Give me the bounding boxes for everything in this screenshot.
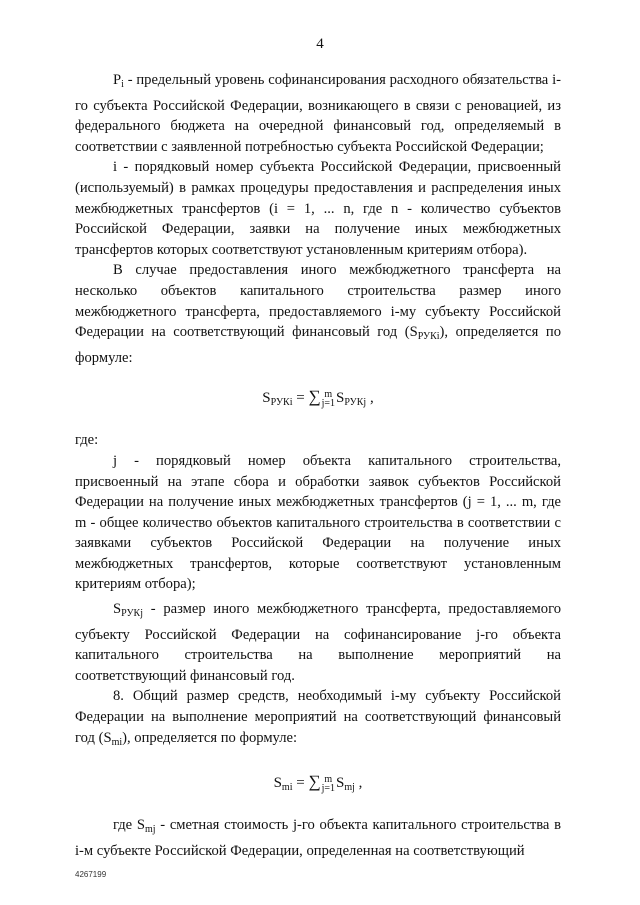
formula-end: , xyxy=(354,775,363,792)
formula-right: S xyxy=(336,390,345,407)
symbol-s-subscript: РУКj xyxy=(121,608,143,620)
symbol-s: S xyxy=(409,324,418,341)
sum-sign: ∑ xyxy=(308,772,321,792)
formula-end: , xyxy=(366,390,374,407)
symbol-p: P xyxy=(113,72,122,88)
paragraph-text: В случае предоставления иного межбюджетного трансферта на несколько объектов капитального строительства размер иного межбюджетного трансферта, предоставляемого i-му субъекту Российской Федерации на соответствующий финансовый год ( xyxy=(75,262,561,341)
paragraph-i-definition: i - порядковый номер субъекта Российской Федерации, присвоенный (используемый) в рамках процедуры предоставления и распределения иных межбюджетных трансфертов (i = 1, ... n, где n - количество субъектов Российской Федерации, заявки на получение иных межбюджетных трансфертов которых соответствуют установленным критериям отбора). xyxy=(75,159,561,258)
formula-right-subscript: РУКj xyxy=(344,397,367,409)
symbol-s-subscript: РУКi xyxy=(417,331,440,343)
symbol-s: S xyxy=(113,601,122,618)
paragraph-multiple-objects xyxy=(75,260,561,368)
paragraph-text: - сметная стоимость j-го объекта капитального строительства в i-м субъекте Российской Федерации, определенная на соответствующий xyxy=(75,817,561,859)
sum-limits xyxy=(322,390,335,408)
where-label: где: xyxy=(75,432,99,449)
formula-s-ruki xyxy=(75,386,561,414)
formula-equals: = xyxy=(292,775,309,792)
sum-limits xyxy=(322,775,335,793)
formula-left: S xyxy=(273,775,282,792)
paragraph-text: где xyxy=(113,817,137,834)
formula-left-subscript: mi xyxy=(281,782,293,794)
formula-right: S xyxy=(336,775,345,792)
page-number: 4 xyxy=(316,36,324,52)
sum-lower-limit: j=1 xyxy=(321,397,335,409)
formula-equals: = xyxy=(292,390,309,407)
paragraph-text: - размер иного межбюджетного трансферта, предоставляемого субъекту Российской Федерации на софинансирование j-го объекта капитального строительства на выполнение мероприятий на соответствующий финансовый год. xyxy=(75,601,561,684)
paragraph-j-definition: j - порядковый номер объекта капитального строительства, присвоенный на этапе сбора и обработки заявок субъектов Российской Федерации на получение иных межбюджетных трансфертов (j = 1, ... m, где m - общее количество объектов капитального строительства в соответствии с заявками субъектов Российской Федерации на получение иных межбюджетных трансфертов, которые соответствуют установленным критериям отбора); xyxy=(75,452,561,593)
paragraph-text: ), определяется по формуле: xyxy=(122,729,298,746)
symbol-s-subscript: mi xyxy=(111,736,123,748)
paragraph-s-rukj-definition xyxy=(75,599,561,686)
paragraph-s-mj-definition xyxy=(75,815,561,861)
formula-right-subscript: mj xyxy=(344,782,355,794)
symbol-s: S xyxy=(103,729,112,746)
symbol-p-subscript: i xyxy=(121,79,124,90)
formula-s-mi xyxy=(75,771,561,799)
paragraph-text: 8. Общий размер средств, необходимый i-му субъекту Российской Федерации на выполнение мероприятий на соответствующий финансовый год ( xyxy=(75,688,561,746)
symbol-s-subscript: mj xyxy=(145,824,156,836)
formula-left-subscript: РУКi xyxy=(270,397,293,409)
paragraph-item-8 xyxy=(75,686,561,753)
sum-lower-limit: j=1 xyxy=(321,782,335,794)
paragraph-text: ), определяется по формуле: xyxy=(75,324,561,366)
sum-upper-limit: m xyxy=(324,388,333,400)
document-body xyxy=(75,70,561,861)
paragraph-text: - предельный уровень софинансирования расходного обязательства i-го субъекта Российской Федерации, возникающего в связи с реновацией, из федерального бюджета на очередной финансовый год, определяемый в соответствии с заявленной потребностью субъекта Российской Федерации; xyxy=(75,72,561,155)
document-id: 4267199 xyxy=(75,870,107,879)
sum-sign: ∑ xyxy=(308,387,321,407)
formula-left: S xyxy=(262,390,271,407)
sum-upper-limit: m xyxy=(324,773,333,785)
paragraph-p-definition xyxy=(75,70,561,157)
symbol-s: S xyxy=(136,817,145,834)
